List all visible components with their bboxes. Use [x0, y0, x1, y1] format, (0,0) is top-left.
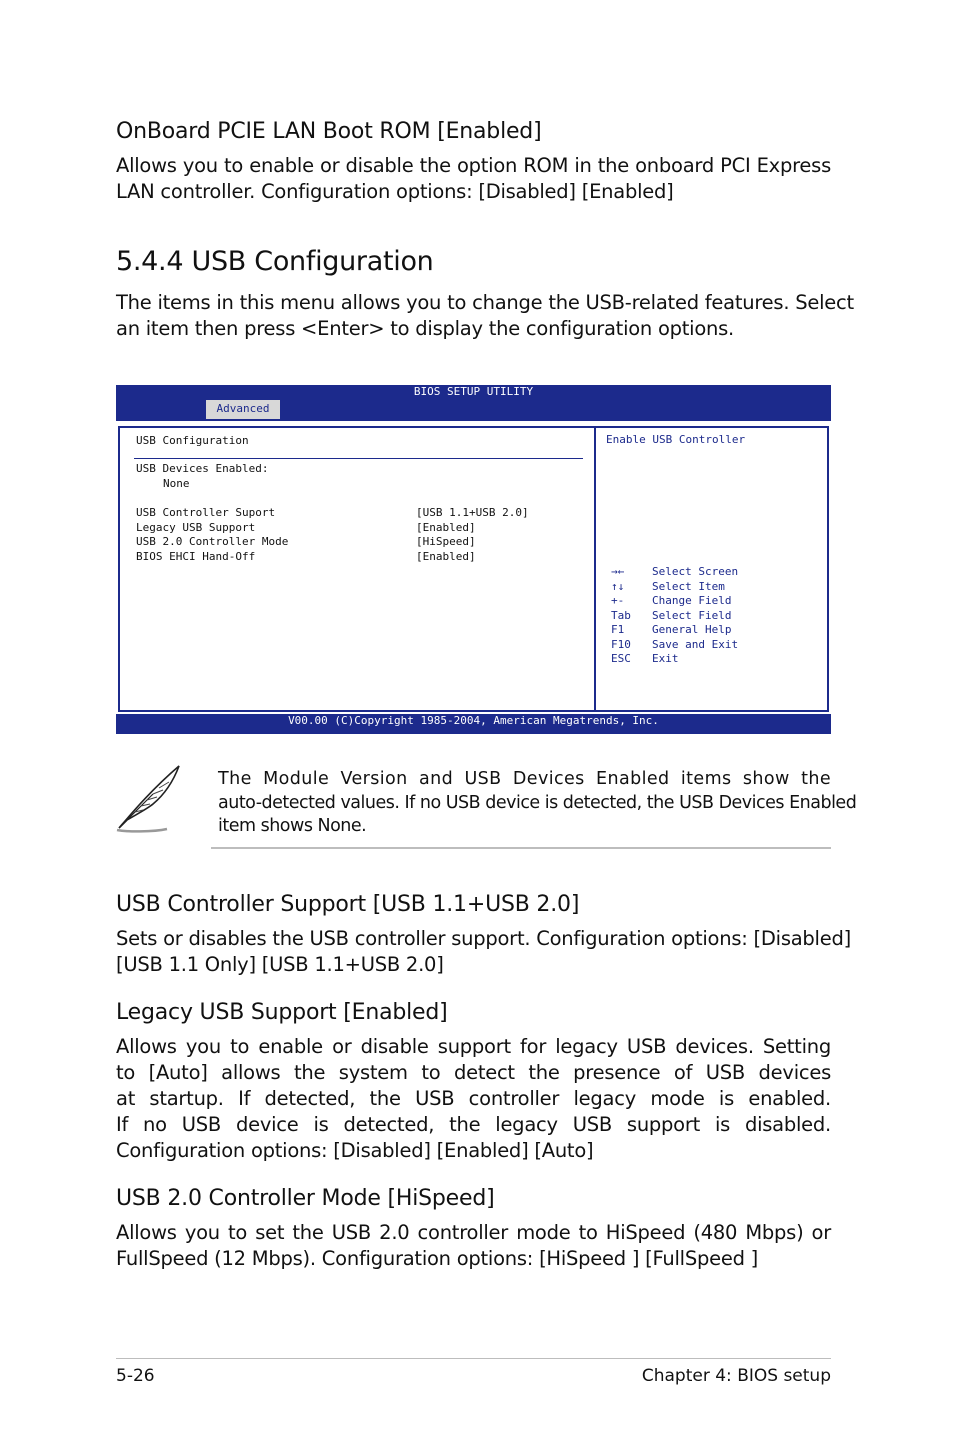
bios-panel-separator [134, 458, 583, 459]
bios-item-ehci-hand-off[interactable]: BIOS EHCI Hand-Off [136, 549, 256, 563]
bios-key-select-screen: →← [611, 565, 625, 578]
footer-rule [116, 1358, 831, 1359]
body-line: Allows you to enable or disable support for legacy USB devices. Setting [116, 1035, 831, 1058]
bios-key-general-help: F1 [611, 623, 625, 636]
bios-title: BIOS SETUP UTILITY [413, 385, 534, 398]
section-body-pcie-lan [116, 153, 831, 205]
bios-item-usb-controller-support[interactable]: USB Controller Suport [136, 506, 276, 519]
body-line: The items in this menu allows you to change the USB-related features. Select [116, 291, 854, 314]
bios-copyright: V00.00 (C)Copyright 1985-2004, American Megatrends, Inc. [116, 714, 831, 734]
body-line: Sets or disables the USB controller support. Configuration options: [Disabled] [116, 927, 851, 950]
body-line: [USB 1.1 Only] [USB 1.1+USB 2.0] [116, 953, 444, 976]
note-line: item shows None. [218, 816, 367, 836]
body-line: FullSpeed (12 Mbps). Configuration options: [HiSpeed ] [FullSpeed ] [116, 1247, 759, 1270]
section-body-usb-controller-support [116, 926, 851, 978]
page-number: 5-26 [116, 1366, 155, 1386]
body-line: Allows you to enable or disable the option ROM in the onboard PCI Express [116, 154, 831, 177]
bios-item-legacy-usb-support[interactable]: Legacy USB Support [136, 520, 256, 534]
feather-quill-icon [113, 762, 185, 834]
bios-screenshot [116, 385, 831, 734]
note-line: auto-detected values. If no USB device is detected, the USB Devices Enabled [218, 792, 857, 813]
note-line: The Module Version and USB Devices Enabled items show the [218, 769, 831, 789]
bios-key-desc: Select Field [652, 608, 732, 622]
bios-key-desc: Select Screen [652, 565, 739, 578]
body-line: Allows you to set the USB 2.0 controller mode to HiSpeed (480 Mbps) or [116, 1221, 831, 1244]
body-line: If no USB device is detected, the legacy USB support is disabled. [116, 1113, 831, 1136]
section-heading-pcie-lan: OnBoard PCIE LAN Boot ROM [Enabled] [116, 119, 542, 144]
bios-value-usb-controller-support[interactable]: [USB 1.1+USB 2.0] [416, 506, 529, 519]
bios-help-text: Enable USB Controller [606, 433, 746, 446]
bios-key-desc: Save and Exit [652, 637, 739, 651]
section-body-usb-configuration [116, 290, 854, 342]
bios-panel-title: USB Configuration [136, 434, 249, 447]
section-heading-usb2-controller-mode: USB 2.0 Controller Mode [HiSpeed] [116, 1186, 495, 1211]
chapter-label: Chapter 4: BIOS setup [641, 1366, 831, 1386]
body-line: to [Auto] allows the system to detect the presence of USB devices [116, 1061, 831, 1084]
body-line: LAN controller. Configuration options: [Disabled] [Enabled] [116, 180, 674, 203]
bios-key-select-field: Tab [611, 608, 631, 622]
section-heading-usb-controller-support: USB Controller Support [USB 1.1+USB 2.0] [116, 892, 580, 917]
body-line: at startup. If detected, the USB controller legacy mode is enabled. [116, 1087, 831, 1110]
section-heading-usb-configuration: 5.4.4 USB Configuration [116, 246, 434, 277]
bios-devices-label: USB Devices Enabled: [136, 462, 269, 475]
bios-key-desc: Select Item [652, 579, 725, 593]
bios-key-exit: ESC [611, 652, 631, 665]
bios-value-usb2-controller-mode[interactable]: [HiSpeed] [416, 535, 476, 548]
bios-key-desc: Exit [652, 652, 679, 665]
body-line: an item then press <Enter> to display the configuration options. [116, 317, 734, 340]
bios-key-change-field: +- [611, 594, 625, 607]
bios-value-legacy-usb-support[interactable]: [Enabled] [416, 520, 476, 534]
bios-value-ehci-hand-off[interactable]: [Enabled] [416, 549, 476, 563]
note-divider [211, 847, 831, 849]
bios-key-save-exit: F10 [611, 637, 631, 651]
section-body-usb2-controller-mode [116, 1220, 831, 1272]
bios-key-desc: General Help [652, 623, 732, 636]
bios-key-desc: Change Field [652, 594, 732, 607]
section-body-legacy-usb-support [116, 1034, 831, 1164]
section-heading-legacy-usb-support: Legacy USB Support [Enabled] [116, 1000, 448, 1025]
bios-devices-value: None [163, 477, 190, 490]
bios-item-usb2-controller-mode[interactable]: USB 2.0 Controller Mode [136, 535, 289, 548]
bios-key-select-item: ↑↓ [611, 579, 625, 593]
bios-tab-advanced[interactable]: Advanced [206, 400, 280, 419]
note-text [218, 768, 857, 839]
bios-panel-divider [594, 428, 596, 710]
body-line: Configuration options: [Disabled] [Enabled] [Auto] [116, 1139, 594, 1162]
